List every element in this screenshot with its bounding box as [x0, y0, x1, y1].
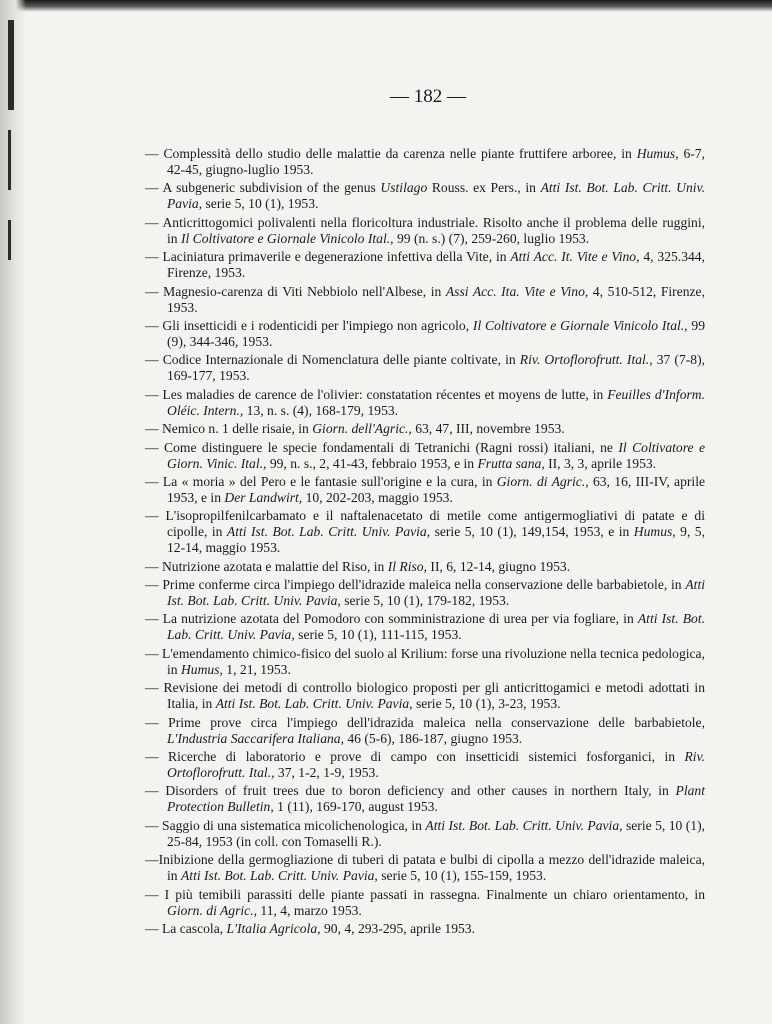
bibliography-entry — [145, 146, 705, 178]
entry-text: 99, n. s., 2, 41-43, febbraio 1953, e in — [266, 455, 478, 471]
page-number: — 182 — — [390, 86, 466, 107]
entry-text: 63, 16, III-IV, aprile 1953, e in — [167, 473, 705, 505]
bibliography-entry — [145, 440, 705, 472]
entry-text: 99 (9), 344-346, 1953. — [167, 317, 705, 349]
entry-text: Rouss. ex Pers., in — [427, 180, 541, 196]
entry-text: — Ricerche di laboratorio e prove di campo con insetticidi sistemici fosforganici, in — [145, 749, 685, 765]
journal-title: Atti Ist. Bot. Lab. Critt. Univ. Pavia, — [167, 577, 705, 609]
entry-text: 4, 325.344, Firenze, 1953. — [167, 249, 705, 281]
bibliography-entry — [145, 421, 705, 437]
scan-binding-mark — [8, 220, 11, 260]
bibliography-entry — [145, 646, 705, 678]
scan-binding-mark — [8, 130, 11, 190]
entry-text: — La nutrizione azotata del Pomodoro con somministrazione di urea per via fogliare, in — [145, 611, 638, 627]
bibliography-entry — [145, 852, 705, 884]
entry-text: serie 5, 10 (1), 111-115, 1953. — [294, 627, 462, 643]
bibliography-entry — [145, 887, 705, 919]
entry-text: 1, 21, 1953. — [222, 661, 291, 677]
entry-text: — Revisione dei metodi di controllo biologico proposti per gli anticrittogamici e metodi adottati in Italia, in — [145, 680, 705, 712]
bibliography-entry — [145, 749, 705, 781]
entry-text: —Inibizione della germogliazione di tuberi di patata e bulbi di cipolla a mezzo dell'idrazide maleica, in — [145, 852, 705, 884]
entry-text: 1 (11), 169-170, august 1953. — [273, 799, 438, 815]
entry-text: — Anticrittogomici polivalenti nella floricoltura industriale. Risolto anche il problema delle ruggini, in — [145, 214, 705, 246]
entry-text: — Nemico n. 1 delle risaie, in — [145, 421, 313, 437]
journal-title: Il Coltivatore e Giornale Vinicolo Ital., — [472, 317, 688, 333]
entry-text: — I più temibili parassiti delle piante passati in rassegna. Finalmente un chiaro orientamento, in — [145, 886, 705, 902]
entry-text: 10, 202-203, maggio 1953. — [302, 489, 453, 505]
journal-title: Il Coltivatore e Giornale Vinicolo Ital., — [180, 230, 394, 246]
bibliography-entry — [145, 180, 705, 212]
journal-title: Riv. Ortoflorofrutt. Ital., — [167, 749, 705, 781]
entry-text: — La « moria » del Pero e le fantasie sull'origine e la cura, in — [145, 473, 497, 489]
entry-text: — Magnesio-carenza di Viti Nebbiolo nell'Albese, in — [145, 283, 446, 299]
journal-title: Atti Ist. Bot. Lab. Critt. Univ. Pavia, — [226, 524, 431, 540]
journal-title: Atti Acc. It. Vite e Vino, — [510, 249, 640, 265]
entry-text: — La cascola, — [145, 920, 227, 936]
journal-title: Humus, — [636, 146, 679, 161]
entry-text: 4, 510-512, Firenze, 1953. — [167, 283, 705, 315]
entry-text: — L'isopropilfenilcarbamato e il naftalenacetato di metile come antigermogliativi di patate e di cipolle, in — [145, 508, 705, 540]
bibliography-entry — [145, 249, 705, 281]
entry-text: — Disorders of fruit trees due to boron deficiency and other causes in northern Italy, in — [145, 783, 676, 799]
journal-title: Atti Ist. Bot. Lab. Critt. Univ. Pavia, — [167, 611, 705, 643]
bibliography-entry — [145, 318, 705, 350]
journal-title: Riv. Ortoflorofrutt. Ital., — [519, 352, 653, 368]
journal-title: Der Landwirt, — [224, 489, 303, 505]
journal-title: Feuilles d'Inform. Oléic. Intern., — [167, 386, 705, 418]
entry-text: serie 5, 10 (1), 3-23, 1953. — [412, 696, 561, 712]
entry-text: — Prime prove circa l'impiego dell'idrazida maleica nella conservazione delle barbabietole, — [145, 714, 705, 730]
bibliography-list — [145, 146, 705, 939]
journal-title: Atti Ist. Bot. Lab. Critt. Univ. Pavia, — [425, 817, 623, 833]
entry-text: 46 (5-6), 186-187, giugno 1953. — [343, 730, 523, 746]
journal-title: Giorn. di Agric., — [496, 473, 589, 489]
journal-title: Humus, — [633, 524, 676, 540]
bibliography-entry — [145, 577, 705, 609]
journal-title: Frutta sana, — [477, 455, 545, 471]
entry-text: — Codice Internazionale di Nomenclatura delle piante coltivate, in — [145, 352, 520, 368]
entry-text: II, 6, 12-14, giugno 1953. — [427, 558, 571, 574]
bibliography-entry — [145, 559, 705, 575]
bibliography-entry — [145, 352, 705, 384]
entry-text: — Come distinguere le specie fondamentali di Tetranichi (Ragni rossi) italiani, ne — [145, 439, 619, 455]
entry-text: — A subgeneric subdivision of the genus — [145, 180, 381, 196]
entry-text: II, 3, 3, aprile 1953. — [544, 455, 657, 471]
entry-text: serie 5, 10 (1), 25-84, 1953 (in coll. con Tomaselli R.). — [167, 817, 705, 849]
entry-text: 37 (7-8), 169-177, 1953. — [167, 352, 705, 384]
bibliography-entry — [145, 611, 705, 643]
scan-binding-mark — [8, 20, 14, 110]
journal-title: Giorn. di Agric., — [167, 902, 257, 918]
entry-text: — Les maladies de carence de l'olivier: constatation récentes et moyens de lutte, in — [145, 386, 608, 402]
entry-text: 99 (n. s.) (7), 259-260, luglio 1953. — [393, 230, 590, 246]
journal-title: Assi Acc. Ita. Vite e Vino, — [445, 283, 589, 299]
entry-text: 6-7, 42-45, giugno-luglio 1953. — [167, 146, 705, 177]
entry-text: — Complessità dello studio delle malattie da carenza nelle piante fruttifere arboree, in — [145, 146, 637, 161]
bibliography-entry — [145, 783, 705, 815]
journal-title: Atti Ist. Bot. Lab. Critt. Univ. Pavia, — [215, 696, 413, 712]
journal-title: Humus, — [180, 661, 223, 677]
scan-top-edge — [0, 0, 772, 12]
entry-text: 9, 5, 12-14, maggio 1953. — [167, 524, 706, 556]
entry-text: 11, 4, marzo 1953. — [257, 902, 362, 918]
entry-text: — Saggio di una sistematica micolichenologica, in — [145, 817, 426, 833]
bibliography-entry — [145, 215, 705, 247]
journal-title: Ustilago — [380, 180, 428, 196]
journal-title: Plant Protection Bulletin, — [167, 783, 705, 815]
entry-text: — Prime conferme circa l'impiego dell'idrazide maleica nella conservazione delle barbabietole, in — [145, 577, 686, 593]
entry-text: — Gli insetticidi e i rodenticidi per l'impiego non agricolo, — [145, 317, 473, 333]
entry-text: serie 5, 10 (1), 1953. — [202, 196, 319, 212]
entry-text: serie 5, 10 (1), 155-159, 1953. — [377, 868, 547, 884]
journal-title: Atti Ist. Bot. Lab. Critt. Univ. Pavia, — [167, 180, 705, 212]
journal-title: Il Riso, — [387, 558, 428, 574]
bibliography-entry — [145, 508, 705, 556]
bibliography-entry — [145, 921, 705, 937]
bibliography-entry — [145, 474, 705, 506]
entry-text: serie 5, 10 (1), 179-182, 1953. — [340, 593, 510, 609]
entry-text: 63, 47, III, novembre 1953. — [411, 421, 565, 437]
entry-text: 90, 4, 293-295, aprile 1953. — [320, 920, 475, 936]
entry-text: — Nutrizione azotata e malattie del Riso, in — [145, 558, 388, 574]
journal-title: Il Coltivatore e Giorn. Vinic. Ital., — [167, 439, 705, 471]
journal-title: Giorn. dell'Agric., — [312, 421, 412, 437]
bibliography-entry — [145, 680, 705, 712]
bibliography-entry — [145, 818, 705, 850]
journal-title: L'Industria Saccarifera Italiana, — [167, 730, 344, 746]
entry-text: — Laciniatura primaverile e degenerazione infettiva della Vite, in — [145, 249, 511, 265]
bibliography-entry — [145, 715, 705, 747]
entry-text: — L'emendamento chimico-fisico del suolo al Krilium: forse una rivoluzione nella tecnica pedologica, in — [145, 645, 705, 677]
entry-text: 13, n. s. (4), 168-179, 1953. — [243, 402, 399, 418]
bibliography-entry — [145, 387, 705, 419]
scan-left-edge — [0, 0, 26, 1024]
bibliography-entry — [145, 284, 705, 316]
journal-title: L'Italia Agricola, — [226, 920, 321, 936]
entry-text: serie 5, 10 (1), 149,154, 1953, e in — [430, 524, 634, 540]
journal-title: Atti Ist. Bot. Lab. Critt. Univ. Pavia, — [180, 868, 378, 884]
entry-text: 37, 1-2, 1-9, 1953. — [274, 765, 379, 781]
